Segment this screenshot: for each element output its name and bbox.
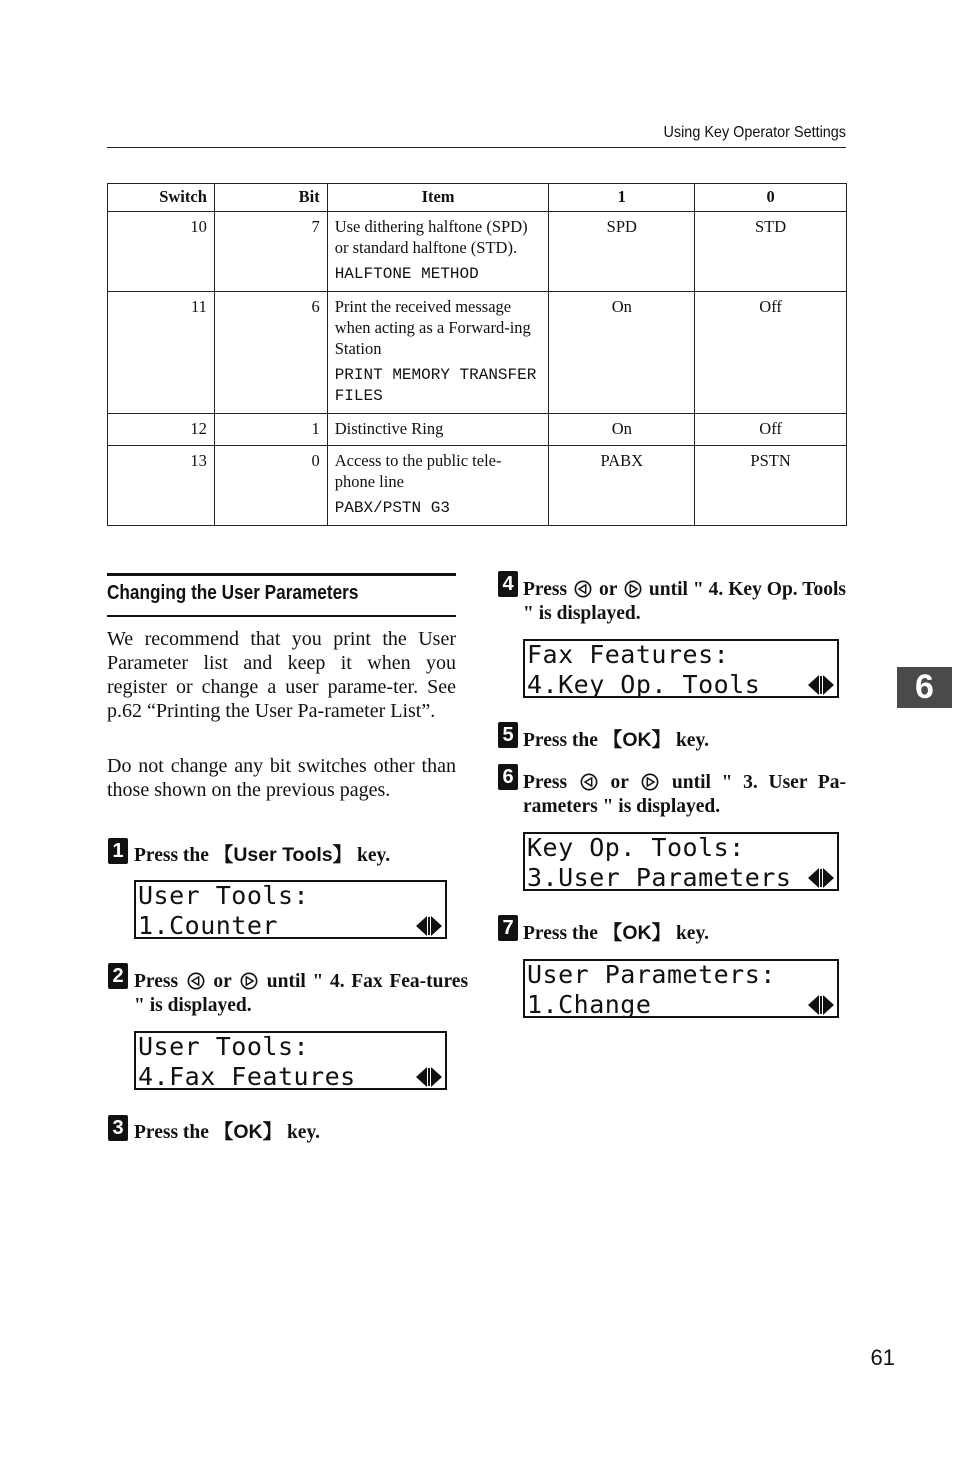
lcd-display (134, 1031, 447, 1090)
key-bracket: 】 (262, 1121, 283, 1143)
bit-switch-table (107, 183, 847, 526)
key-bracket: 】 (651, 922, 672, 944)
right-arrow-key-icon (240, 972, 258, 990)
col-header-bit: Bit (214, 184, 327, 212)
left-arrow-key-icon (580, 773, 598, 791)
step-text: key. (671, 730, 710, 751)
lcd-line-1: User Tools: (138, 1032, 310, 1061)
cell-zero: Off (695, 292, 847, 414)
cell-bit: 7 (214, 212, 327, 292)
step-text: Press the (523, 923, 603, 944)
cell-zero: STD (695, 212, 847, 292)
section-title: Changing the User Parameters (107, 582, 359, 604)
right-arrow-key-icon (641, 773, 659, 791)
item-description: Distinctive Ring (334, 419, 444, 438)
cell-item (327, 446, 549, 526)
step-instruction (134, 970, 468, 1018)
step-number: 3 (108, 1115, 128, 1141)
table-header-row (108, 184, 847, 212)
left-arrow-key-icon (187, 972, 205, 990)
step-instruction (134, 1120, 468, 1145)
left-arrow-key-icon (574, 580, 592, 598)
lcd-display (523, 639, 839, 698)
left-right-arrows-icon (416, 1066, 442, 1088)
step-text: until " 4. Key Op. Tools " is displayed. (523, 579, 846, 624)
step-text: Press (523, 579, 568, 600)
left-right-arrows-icon (808, 674, 834, 696)
lcd-display (134, 880, 447, 939)
lcd-line-2: 3.User Parameters (527, 863, 792, 892)
cell-zero: PSTN (695, 446, 847, 526)
step-text: until " 4. Fax Fea-tures " is displayed. (134, 971, 469, 1016)
cell-bit: 0 (214, 446, 327, 526)
step-number: 1 (108, 838, 128, 864)
table-row (108, 414, 847, 446)
table-row (108, 292, 847, 414)
cell-one: On (549, 292, 695, 414)
step-number: 5 (498, 722, 518, 748)
cell-switch: 12 (108, 414, 215, 446)
step-number: 7 (498, 915, 518, 941)
lcd-line-1: User Parameters: (527, 960, 776, 989)
lcd-line-2: 4.Fax Features (138, 1062, 356, 1091)
left-right-arrows-icon (808, 994, 834, 1016)
cell-bit: 6 (214, 292, 327, 414)
key-bracket: 】 (332, 844, 353, 866)
lcd-line-2: 4.Key Op. Tools (527, 670, 761, 699)
item-description: Use dithering halftone (SPD) or standard halftone (STD). (334, 217, 528, 257)
section-rule-bottom (107, 615, 456, 617)
step-number: 4 (498, 571, 518, 597)
step-instruction (523, 578, 846, 626)
lcd-line-2: 1.Counter (138, 911, 278, 940)
cell-switch: 13 (108, 446, 215, 526)
item-code: HALFTONE METHOD (334, 265, 479, 283)
col-header-item: Item (327, 184, 549, 212)
cell-switch: 11 (108, 292, 215, 414)
left-right-arrows-icon (808, 867, 834, 889)
step-text: key. (352, 845, 391, 866)
table-row (108, 212, 847, 292)
step-number: 6 (498, 764, 518, 790)
section-rule-top (107, 573, 456, 576)
cell-item (327, 212, 549, 292)
col-header-switch: Switch (108, 184, 215, 212)
step-instruction (523, 728, 846, 753)
warning-paragraph: Do not change any bit switches other than those shown on the previous pages. (107, 755, 456, 801)
key-bracket: 【 (213, 1121, 234, 1143)
lcd-display (523, 959, 839, 1018)
step-text: Press (523, 772, 568, 793)
step-text: Press the (134, 1122, 214, 1143)
step-instruction (134, 843, 468, 868)
step-text: or (598, 579, 618, 600)
right-arrow-key-icon (624, 580, 642, 598)
item-description: Print the received message when acting as a Forward-ing Station (334, 297, 531, 358)
cell-item (327, 292, 549, 414)
ok-key-label: OK (233, 1121, 263, 1143)
step-text: Press the (134, 845, 214, 866)
ok-key-label: OK (622, 922, 652, 944)
step-text: or (213, 971, 232, 992)
cell-bit: 1 (214, 414, 327, 446)
page-number: 61 (870, 1345, 895, 1370)
cell-one: PABX (549, 446, 695, 526)
ok-key-label: OK (622, 729, 652, 751)
chapter-tab: 6 (897, 667, 952, 708)
step-instruction (523, 771, 846, 819)
key-bracket: 】 (651, 729, 672, 751)
table-row (108, 446, 847, 526)
col-header-zero: 0 (695, 184, 847, 212)
col-header-one: 1 (549, 184, 695, 212)
key-bracket: 【 (602, 729, 623, 751)
lcd-line-1: Key Op. Tools: (527, 833, 745, 862)
cell-switch: 10 (108, 212, 215, 292)
user-tools-key-label: User Tools (233, 844, 333, 866)
step-text: Press the (523, 730, 603, 751)
lcd-line-1: Fax Features: (527, 640, 730, 669)
step-text: until " 3. User Pa-rameters " is displayed. (523, 772, 846, 817)
left-right-arrows-icon (416, 915, 442, 937)
step-text: key. (282, 1122, 321, 1143)
lcd-display (523, 832, 839, 891)
step-instruction (523, 921, 846, 946)
step-number: 2 (108, 963, 128, 989)
key-bracket: 【 (213, 844, 234, 866)
item-code: PRINT MEMORY TRANSFER FILES (334, 366, 537, 405)
step-text: key. (671, 923, 710, 944)
step-text: Press (134, 971, 179, 992)
lcd-line-2: 1.Change (527, 990, 652, 1019)
item-code: PABX/PSTN G3 (334, 499, 450, 517)
step-text: or (610, 772, 629, 793)
cell-one: On (549, 414, 695, 446)
cell-one: SPD (549, 212, 695, 292)
header-rule (107, 147, 846, 148)
running-header: Using Key Operator Settings (663, 124, 846, 141)
key-bracket: 【 (602, 922, 623, 944)
intro-paragraph: We recommend that you print the User Parameter list and keep it when you register or change a user parame-ter. See p.62 “Printing the User Pa-rameter List”. (107, 628, 456, 722)
cell-zero: Off (695, 414, 847, 446)
lcd-line-1: User Tools: (138, 881, 310, 910)
cell-item (327, 414, 549, 446)
item-description: Access to the public tele-phone line (334, 451, 502, 491)
